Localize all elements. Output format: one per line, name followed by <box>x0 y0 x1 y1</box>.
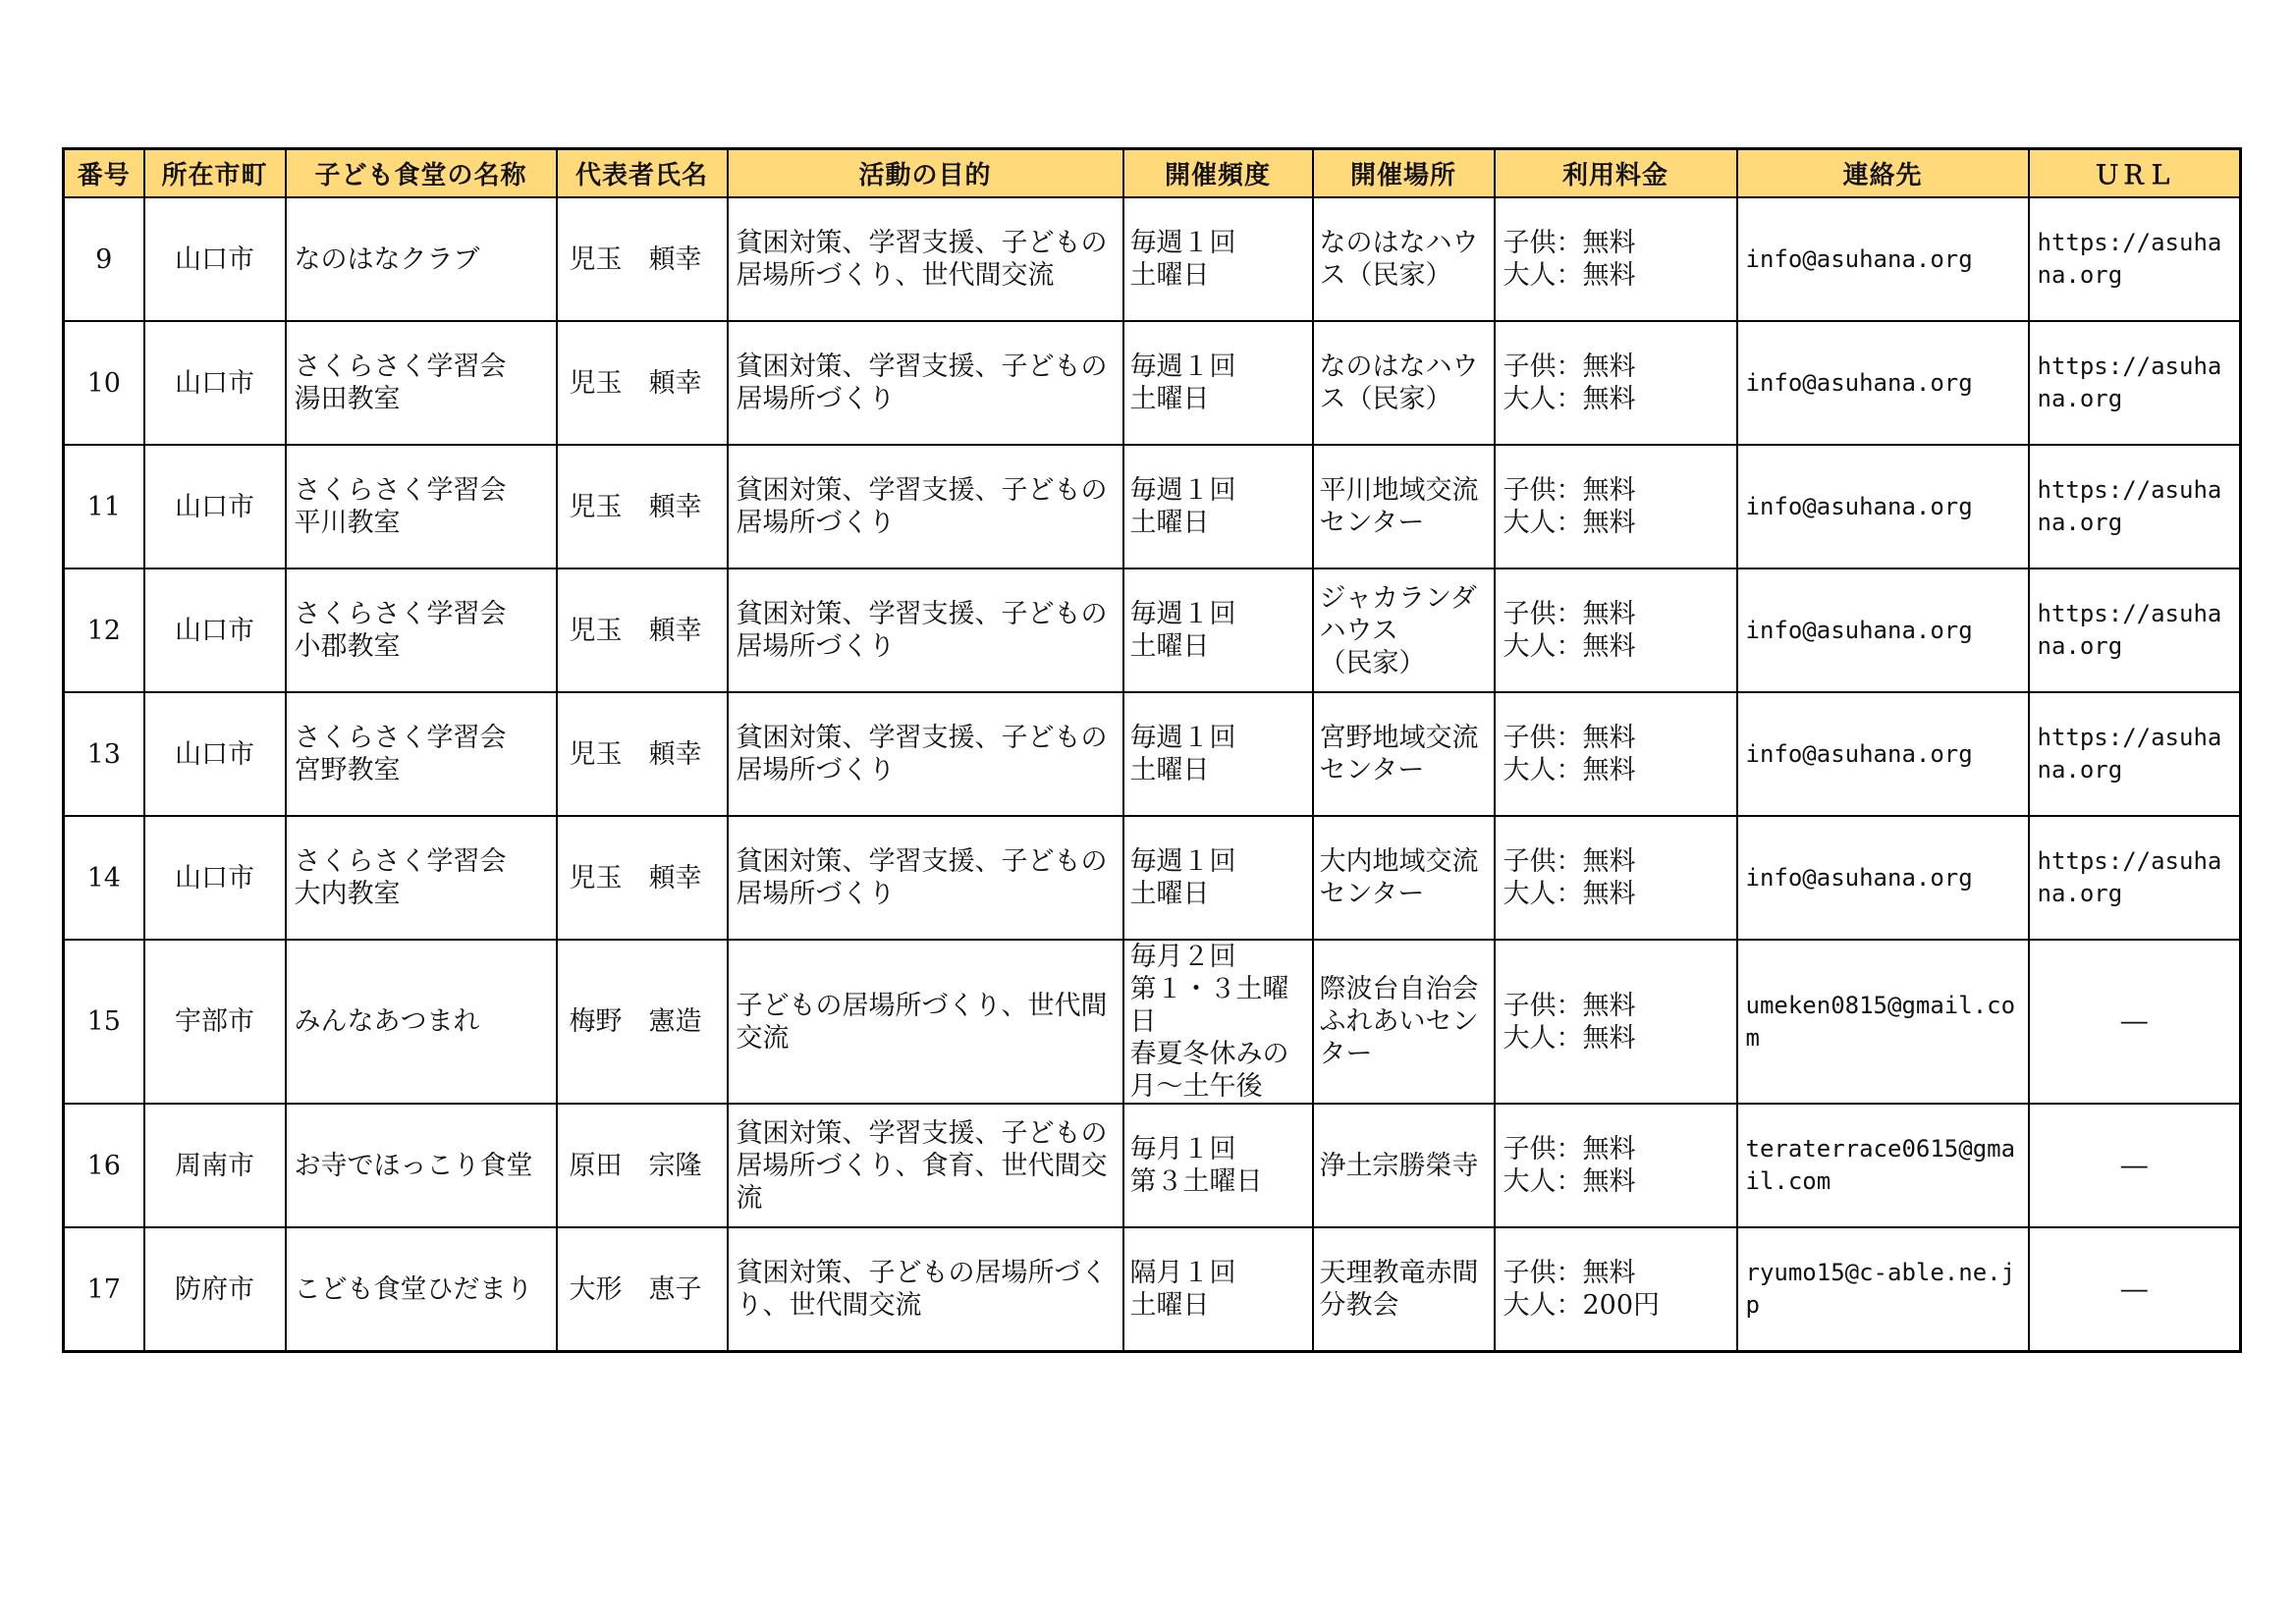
cell-contact-email[interactable]: teraterrace0615@gmail.com <box>1737 1104 2029 1227</box>
cell-city: 山口市 <box>144 445 286 568</box>
cell-representative: 梅野 憲造 <box>557 940 728 1104</box>
cell-place: 平川地域交流センター <box>1313 445 1495 568</box>
cell-city: 山口市 <box>144 568 286 692</box>
cell-frequency: 毎週１回 土曜日 <box>1123 692 1313 816</box>
cell-name: お寺でほっこり食堂 <box>286 1104 557 1227</box>
cell-city: 山口市 <box>144 816 286 940</box>
cell-url-none: ― <box>2029 1104 2241 1227</box>
cell-url-link[interactable]: https://asuhana.org <box>2029 445 2241 568</box>
kodomo-shokudo-table <box>62 147 2242 1353</box>
cell-purpose: 子どもの居場所づくり、世代間交流 <box>728 940 1123 1104</box>
header-frequency: 開催頻度 <box>1123 149 1313 198</box>
cell-purpose: 貧困対策、学習支援、子どもの居場所づくり <box>728 692 1123 816</box>
cell-no: 10 <box>64 321 144 445</box>
table-row <box>64 692 2241 816</box>
cell-purpose: 貧困対策、学習支援、子どもの居場所づくり <box>728 445 1123 568</box>
cell-contact-email[interactable]: info@asuhana.org <box>1737 197 2029 321</box>
cell-name: なのはなクラブ <box>286 197 557 321</box>
cell-representative: 児玉 頼幸 <box>557 816 728 940</box>
table-row <box>64 1227 2241 1352</box>
cell-no: 9 <box>64 197 144 321</box>
cell-place: 天理教竜赤間分教会 <box>1313 1227 1495 1352</box>
cell-fee: 子供：無料 大人：200円 <box>1495 1227 1737 1352</box>
cell-representative: 大形 恵子 <box>557 1227 728 1352</box>
cell-frequency: 毎月１回 第３土曜日 <box>1123 1104 1313 1227</box>
table-row <box>64 197 2241 321</box>
cell-no: 14 <box>64 816 144 940</box>
cell-purpose: 貧困対策、子どもの居場所づくり、世代間交流 <box>728 1227 1123 1352</box>
header-representative: 代表者氏名 <box>557 149 728 198</box>
table-row <box>64 1104 2241 1227</box>
table-row <box>64 568 2241 692</box>
cell-url-link[interactable]: https://asuhana.org <box>2029 692 2241 816</box>
cell-city: 周南市 <box>144 1104 286 1227</box>
cell-contact-email[interactable]: info@asuhana.org <box>1737 445 2029 568</box>
cell-place: 浄土宗勝榮寺 <box>1313 1104 1495 1227</box>
cell-frequency: 毎週１回 土曜日 <box>1123 321 1313 445</box>
cell-city: 宇部市 <box>144 940 286 1104</box>
cell-fee: 子供：無料 大人：無料 <box>1495 1104 1737 1227</box>
header-no: 番号 <box>64 149 144 198</box>
cell-contact-email[interactable]: umeken0815@gmail.com <box>1737 940 2029 1104</box>
header-name: 子ども食堂の名称 <box>286 149 557 198</box>
cell-name: さくらさく学習会 大内教室 <box>286 816 557 940</box>
cell-frequency: 毎月２回 第１・３土曜日 春夏冬休みの月～土午後 <box>1123 940 1313 1104</box>
cell-contact-email[interactable]: info@asuhana.org <box>1737 692 2029 816</box>
cell-city: 防府市 <box>144 1227 286 1352</box>
cell-fee: 子供：無料 大人：無料 <box>1495 816 1737 940</box>
cell-no: 17 <box>64 1227 144 1352</box>
cell-purpose: 貧困対策、学習支援、子どもの居場所づくり、世代間交流 <box>728 197 1123 321</box>
cell-contact-email[interactable]: info@asuhana.org <box>1737 568 2029 692</box>
header-url: ＵＲＬ <box>2029 149 2241 198</box>
cell-frequency: 毎週１回 土曜日 <box>1123 445 1313 568</box>
cell-city: 山口市 <box>144 197 286 321</box>
cell-place: 大内地域交流センター <box>1313 816 1495 940</box>
cell-purpose: 貧困対策、学習支援、子どもの居場所づくり、食育、世代間交流 <box>728 1104 1123 1227</box>
cell-place: ジャカランダハウス （民家） <box>1313 568 1495 692</box>
cell-fee: 子供：無料 大人：無料 <box>1495 445 1737 568</box>
cell-name: さくらさく学習会 平川教室 <box>286 445 557 568</box>
cell-representative: 原田 宗隆 <box>557 1104 728 1227</box>
cell-frequency: 毎週１回 土曜日 <box>1123 568 1313 692</box>
cell-representative: 児玉 頼幸 <box>557 692 728 816</box>
table-row <box>64 321 2241 445</box>
header-purpose: 活動の目的 <box>728 149 1123 198</box>
cell-representative: 児玉 頼幸 <box>557 197 728 321</box>
cell-purpose: 貧困対策、学習支援、子どもの居場所づくり <box>728 321 1123 445</box>
cell-contact-email[interactable]: ryumo15@c-able.ne.jp <box>1737 1227 2029 1352</box>
cell-purpose: 貧困対策、学習支援、子どもの居場所づくり <box>728 816 1123 940</box>
table-row <box>64 445 2241 568</box>
cell-place: なのはなハウス（民家） <box>1313 321 1495 445</box>
cell-representative: 児玉 頼幸 <box>557 568 728 692</box>
header-row <box>64 149 2241 198</box>
cell-url-none: ― <box>2029 1227 2241 1352</box>
cell-contact-email[interactable]: info@asuhana.org <box>1737 321 2029 445</box>
cell-no: 16 <box>64 1104 144 1227</box>
cell-place: 宮野地域交流センター <box>1313 692 1495 816</box>
header-city: 所在市町 <box>144 149 286 198</box>
cell-frequency: 毎週１回 土曜日 <box>1123 816 1313 940</box>
cell-url-link[interactable]: https://asuhana.org <box>2029 568 2241 692</box>
table-row <box>64 816 2241 940</box>
cell-name: さくらさく学習会 小郡教室 <box>286 568 557 692</box>
cell-name: さくらさく学習会 湯田教室 <box>286 321 557 445</box>
cell-representative: 児玉 頼幸 <box>557 321 728 445</box>
table-row <box>64 940 2241 1104</box>
cell-place: なのはなハウス（民家） <box>1313 197 1495 321</box>
cell-fee: 子供：無料 大人：無料 <box>1495 568 1737 692</box>
cell-fee: 子供：無料 大人：無料 <box>1495 692 1737 816</box>
cell-name: こども食堂ひだまり <box>286 1227 557 1352</box>
cell-url-link[interactable]: https://asuhana.org <box>2029 321 2241 445</box>
cell-no: 11 <box>64 445 144 568</box>
cell-fee: 子供：無料 大人：無料 <box>1495 197 1737 321</box>
cell-url-link[interactable]: https://asuhana.org <box>2029 197 2241 321</box>
cell-fee: 子供：無料 大人：無料 <box>1495 940 1737 1104</box>
cell-fee: 子供：無料 大人：無料 <box>1495 321 1737 445</box>
cell-no: 13 <box>64 692 144 816</box>
cell-name: さくらさく学習会 宮野教室 <box>286 692 557 816</box>
header-place: 開催場所 <box>1313 149 1495 198</box>
cell-frequency: 隔月１回 土曜日 <box>1123 1227 1313 1352</box>
cell-city: 山口市 <box>144 692 286 816</box>
header-contact: 連絡先 <box>1737 149 2029 198</box>
cell-contact-email[interactable]: info@asuhana.org <box>1737 816 2029 940</box>
cell-url-link[interactable]: https://asuhana.org <box>2029 816 2241 940</box>
cell-city: 山口市 <box>144 321 286 445</box>
cell-no: 15 <box>64 940 144 1104</box>
cell-url-none: ― <box>2029 940 2241 1104</box>
cell-representative: 児玉 頼幸 <box>557 445 728 568</box>
cell-frequency: 毎週１回 土曜日 <box>1123 197 1313 321</box>
cell-place: 際波台自治会ふれあいセンター <box>1313 940 1495 1104</box>
cell-no: 12 <box>64 568 144 692</box>
cell-name: みんなあつまれ <box>286 940 557 1104</box>
cell-purpose: 貧困対策、学習支援、子どもの居場所づくり <box>728 568 1123 692</box>
header-fee: 利用料金 <box>1495 149 1737 198</box>
